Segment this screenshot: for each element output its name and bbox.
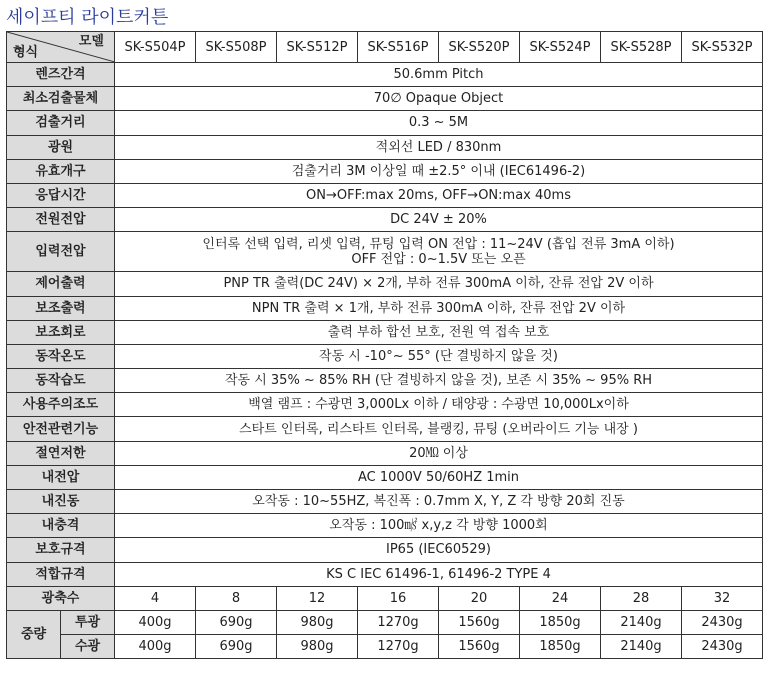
beam-count-cell: 12: [277, 586, 358, 610]
spec-label: 전원전압: [7, 208, 115, 232]
spec-row: [7, 562, 763, 586]
spec-label: 보호규격: [7, 538, 115, 562]
spec-value: [115, 393, 763, 417]
spec-label: 응답시간: [7, 183, 115, 207]
weight-row-emitter: [7, 610, 763, 634]
spec-label: 내진동: [7, 490, 115, 514]
weight-cell: 1560g: [439, 610, 520, 634]
spec-value-line: 출력 부하 합선 보호, 전원 역 접속 보호: [327, 324, 550, 340]
weight-cell: 2140g: [601, 610, 682, 634]
spec-label: 절연저한: [7, 441, 115, 465]
weight-cell: 1270g: [358, 635, 439, 659]
spec-row: [7, 441, 763, 465]
spec-row: [7, 272, 763, 296]
model-header-cell: SK-S532P: [682, 32, 763, 63]
beam-count-cell: 16: [358, 586, 439, 610]
spec-value: [115, 441, 763, 465]
page-title: 세이프티 라이트커튼: [6, 7, 169, 28]
spec-table: [6, 31, 763, 659]
spec-value-line: 50.6mm Pitch: [393, 67, 484, 83]
spec-value-line: 0.3 ~ 5M: [408, 115, 469, 131]
weight-cell: 690g: [196, 610, 277, 634]
weight-cell: 400g: [115, 635, 196, 659]
spec-row: [7, 159, 763, 183]
spec-row: [7, 369, 763, 393]
spec-value-line: 적외선 LED / 830nm: [375, 139, 502, 155]
spec-label: 검출거리: [7, 111, 115, 135]
spec-value: [115, 111, 763, 135]
spec-value-line: 작동 시 -10°~ 55° (단 결빙하지 않을 것): [319, 348, 558, 364]
spec-value-line: AC 1000V 50/60HZ 1min: [357, 469, 520, 485]
weight-cell: 1270g: [358, 610, 439, 634]
spec-label: 유효개구: [7, 159, 115, 183]
spec-value: [115, 320, 763, 344]
weight-cell: 1560g: [439, 635, 520, 659]
spec-row: [7, 183, 763, 207]
spec-label: 보조출력: [7, 296, 115, 320]
model-header-cell: SK-S524P: [520, 32, 601, 63]
weight-cell: 980g: [277, 610, 358, 634]
spec-value-line: IP65 (IEC60529): [386, 542, 491, 558]
spec-row: [7, 63, 763, 87]
spec-value-line: 20㏁ 이상: [409, 445, 468, 461]
spec-value: [115, 538, 763, 562]
spec-value: [115, 135, 763, 159]
spec-label: 내전압: [7, 465, 115, 489]
spec-value-line: 백열 램프 : 수광면 3,000Lx 이하 / 태양광 : 수광면 10,000Lx이하: [248, 397, 629, 413]
spec-value-line: 작동 시 35% ~ 85% RH (단 결빙하지 않을 것), 보존 시 35% ~ 95% RH: [224, 373, 653, 389]
weight-sub-label: 수광: [61, 635, 115, 659]
spec-value: [115, 344, 763, 368]
spec-value-line: 인터록 선택 입력, 리셋 입력, 뮤팅 입력 ON 전압 : 11~24V (흡입 전류 3mA 이하): [202, 236, 675, 252]
model-header-cell: SK-S504P: [115, 32, 196, 63]
beam-count-cell: 28: [601, 586, 682, 610]
spec-label: 동작온도: [7, 344, 115, 368]
weight-cell: 1850g: [520, 635, 601, 659]
spec-value: [115, 87, 763, 111]
spec-row: [7, 135, 763, 159]
spec-value-line: 70∅ Opaque Object: [373, 91, 504, 107]
spec-value-line: KS C IEC 61496-1, 61496-2 TYPE 4: [326, 566, 551, 582]
spec-label: 안전관련기능: [7, 417, 115, 441]
spec-value: [115, 296, 763, 320]
header-corner-cell: [7, 32, 115, 63]
model-header-cell: SK-S520P: [439, 32, 520, 63]
type-header-label: 형식: [13, 45, 39, 60]
model-header-cell: SK-S508P: [196, 32, 277, 63]
spec-value-line: 오작동 : 100㎨ x,y,z 각 방향 1000회: [329, 518, 548, 534]
model-header-label: 모델: [78, 34, 104, 49]
spec-label: 광원: [7, 135, 115, 159]
weight-cell: 2430g: [682, 635, 763, 659]
spec-value: [115, 159, 763, 183]
beam-count-cell: 32: [682, 586, 763, 610]
spec-value: [115, 465, 763, 489]
beam-count-cell: 4: [115, 586, 196, 610]
weight-cell: 2140g: [601, 635, 682, 659]
weight-label: 중량: [7, 610, 61, 658]
spec-value: [115, 63, 763, 87]
spec-row: [7, 465, 763, 489]
header-row: [7, 32, 763, 63]
model-header-cell: SK-S528P: [601, 32, 682, 63]
weight-cell: 690g: [196, 635, 277, 659]
spec-value: [115, 183, 763, 207]
spec-value-line: NPN TR 출력 × 1개, 부하 전류 300mA 이하, 잔류 전압 2V 이하: [251, 300, 626, 316]
spec-value: [115, 417, 763, 441]
spec-label: 렌즈간격: [7, 63, 115, 87]
spec-label: 적합규격: [7, 562, 115, 586]
weight-cell: 980g: [277, 635, 358, 659]
spec-row: [7, 417, 763, 441]
spec-label: 최소검출물체: [7, 87, 115, 111]
spec-value: [115, 514, 763, 538]
beam-count-row: [7, 586, 763, 610]
spec-value: [115, 369, 763, 393]
spec-value-line: 검출거리 3M 이상일 때 ±2.5° 이내 (IEC61496-2): [291, 163, 586, 179]
weight-cell: 2430g: [682, 610, 763, 634]
weight-cell: 400g: [115, 610, 196, 634]
spec-row: [7, 296, 763, 320]
spec-value-line: 오작동 : 10~55HZ, 복진폭 : 0.7mm X, Y, Z 각 방향 20회 진동: [252, 494, 625, 510]
spec-row: [7, 232, 763, 272]
spec-value: [115, 272, 763, 296]
spec-row: [7, 490, 763, 514]
spec-row: [7, 514, 763, 538]
spec-label: 제어출력: [7, 272, 115, 296]
spec-label: 보조회로: [7, 320, 115, 344]
spec-row: [7, 393, 763, 417]
spec-label: 내충격: [7, 514, 115, 538]
spec-row: [7, 538, 763, 562]
spec-value-line: 스타트 인터록, 리스타트 인터록, 블랭킹, 뮤팅 (오버라이드 기능 내장 ): [239, 421, 638, 437]
spec-value-line: ON→OFF:max 20ms, OFF→ON:max 40ms: [306, 188, 571, 204]
model-header-cell: SK-S516P: [358, 32, 439, 63]
spec-value-line: PNP TR 출력(DC 24V) × 2개, 부하 전류 300mA 이하, 잔류 전압 2V 이하: [223, 276, 654, 292]
spec-row: [7, 344, 763, 368]
spec-value-line: DC 24V ± 20%: [390, 212, 487, 228]
spec-row: [7, 208, 763, 232]
spec-label: 사용주의조도: [7, 393, 115, 417]
beam-count-cell: 8: [196, 586, 277, 610]
spec-label: 입력전압: [7, 232, 115, 272]
weight-sub-label: 투광: [61, 610, 115, 634]
weight-cell: 1850g: [520, 610, 601, 634]
spec-value: [115, 562, 763, 586]
weight-row-receiver: [7, 635, 763, 659]
spec-value: [115, 490, 763, 514]
spec-value: [115, 208, 763, 232]
spec-label: 동작습도: [7, 369, 115, 393]
spec-value-line: OFF 전압 : 0~1.5V 또는 오픈: [351, 251, 526, 267]
spec-row: [7, 320, 763, 344]
spec-row: [7, 87, 763, 111]
beam-count-cell: 20: [439, 586, 520, 610]
beam-count-label: 광축수: [7, 586, 115, 610]
spec-row: [7, 111, 763, 135]
model-header-cell: SK-S512P: [277, 32, 358, 63]
beam-count-cell: 24: [520, 586, 601, 610]
spec-value: [115, 232, 763, 272]
